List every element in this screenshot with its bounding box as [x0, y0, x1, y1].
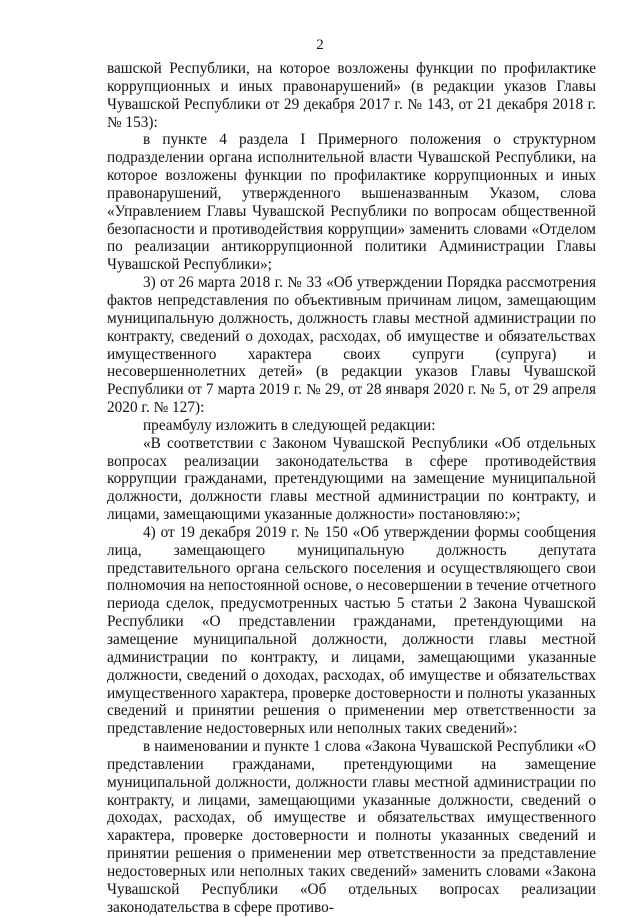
document-body [107, 60, 596, 917]
paragraph-item-3: 3) от 26 марта 2018 г. № 33 «Об утверждении Порядка рассмотрения фактов непредставления по объективным причинам лицом, замещающим муниципальную должность, должность главы местной администрации по контракту, сведений о доходах, расходах, об имуществе и обязательствах имущественного характера своих супруги (супруга) и несовершеннолетних детей» (в редакции указов Главы Чувашской Республики от 7 марта 2019 г. № 29, от 28 января 2020 г. № 5, от 29 апреля 2020 г. № 127): [107, 274, 596, 417]
paragraph-preamble-text: «В соответствии с Законом Чувашской Республики «Об отдельных вопросах реализации законодательства в сфере противодействия коррупции гражданами, претендующими на замещение муниципальной должности, должности главы местной администрации по контракту, и лицами, замещающими указанные должности» постановляю:»; [107, 434, 596, 524]
paragraph-title-amendment: в наименовании и пункте 1 слова «Закона Чувашской Республики «О представлении гражданами, претендующими на замещение муниципальной должности, должности главы местной администрации по контракту, и лицами, замещающими указанные должности, сведений о доходах, расходах, об имуществе и обязательствах имущественного характера, проверке достоверности и полноты указанных сведений и принятии решения о применении мер ответственности за представление недостоверных или неполных таких сведений» заменить словами «Закона Чувашской Республики «Об отдельных вопросах реализации законодательства в сфере противо- [107, 738, 596, 916]
page-number: 2 [316, 37, 324, 53]
paragraph-continuation: вашской Республики, на которое возложены функции по профилактике коррупционных и иных правонарушений» (в редакции указов Главы Чувашской Республики от 29 декабря 2017 г. № 143, от 21 декабря 2018 г. № 153): [107, 60, 596, 131]
paragraph-item-4: 4) от 19 декабря 2019 г. № 150 «Об утверждении формы сообщения лица, замещающего муниципальную должность депутата представительного органа сельского поселения и осуществляющего свои полномочия на непостоянной основе, о несовершении в течение отчетного периода сделок, предусмотренных частью 5 статьи 2 Закона Чувашской Республики «О представлении гражданами, претендующими на замещение муниципальной должности, должности главы местной администрации по контракту, и лицами, замещающими указанные должности, сведений о доходах, расходах, об имуществе и обязательствах имущественного характера, проверке достоверности и полноты указанных сведений и принятии решения о применении мер ответственности за представление недостоверных или неполных таких сведений»: [107, 523, 596, 738]
paragraph-preamble-instruction: преамбулу изложить в следующей редакции: [143, 416, 436, 434]
paragraph-amendment-clause-4: в пункте 4 раздела I Примерного положения о структурном подразделении органа исполнительной власти Чувашской Республики, на которое возложены функции по профилактике коррупционных и иных правонарушений, утвержденного вышеназванным Указом, слова «Управлением Главы Чувашской Республики по вопросам общественной безопасности и противодействия коррупции» заменить словами «Отделом по реализации антикоррупционной политики Администрации Главы Чувашской Республики»; [107, 131, 596, 274]
